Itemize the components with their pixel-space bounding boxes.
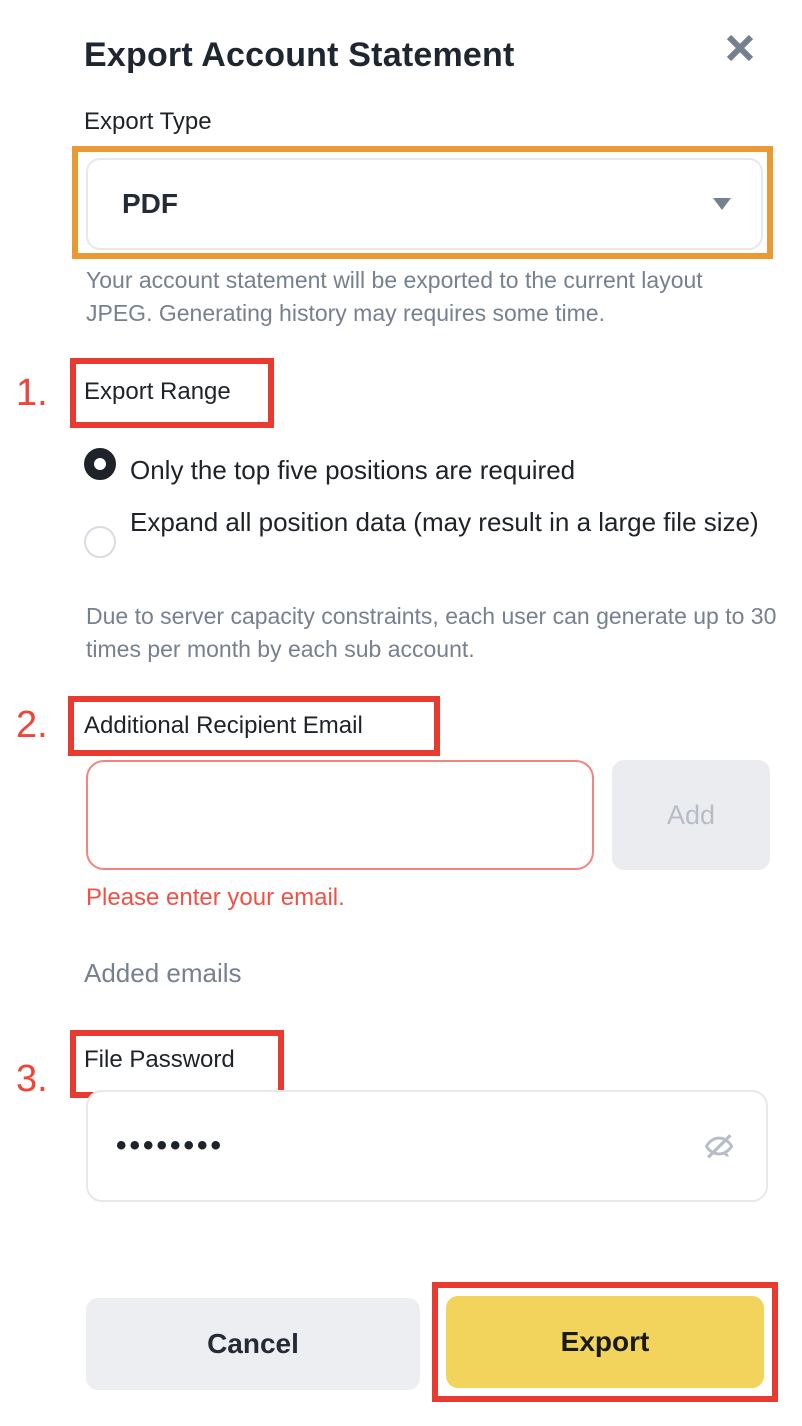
password-masked-value: ••••••••	[116, 1129, 225, 1162]
email-input[interactable]	[86, 760, 594, 870]
email-label: Additional Recipient Email	[84, 712, 363, 739]
cancel-button-label: Cancel	[207, 1328, 299, 1359]
add-email-button[interactable]	[612, 760, 770, 870]
password-label: File Password	[84, 1046, 235, 1073]
annotation-step-2: 2.	[16, 704, 48, 746]
export-type-label: Export Type	[84, 108, 212, 135]
radio-expand-all-positions-label[interactable]: Expand all position data (may result in a large file size)	[130, 507, 759, 537]
close-icon[interactable]	[720, 28, 760, 68]
dialog-title: Export Account Statement	[84, 36, 515, 74]
chevron-down-icon	[713, 198, 731, 210]
export-type-helper: Your account statement will be exported to the current layout JPEG. Generating history may requires some time.	[86, 267, 703, 326]
email-error-text: Please enter your email.	[86, 884, 345, 911]
radio-expand-all-positions[interactable]	[84, 526, 116, 558]
export-type-select[interactable]	[86, 158, 763, 250]
annotation-step-1: 1.	[16, 372, 48, 414]
cancel-button[interactable]	[86, 1298, 420, 1390]
eye-off-icon[interactable]	[700, 1127, 738, 1165]
export-type-value: PDF	[122, 188, 178, 219]
radio-top-five-positions-label[interactable]: Only the top five positions are required	[130, 455, 576, 485]
radio-top-five-positions[interactable]	[84, 448, 116, 480]
annotation-step-3: 3.	[16, 1058, 48, 1100]
export-button-label: Export	[560, 1326, 650, 1357]
password-input[interactable]	[86, 1090, 768, 1202]
export-button[interactable]	[446, 1296, 764, 1388]
added-emails-label: Added emails	[84, 958, 242, 988]
export-range-helper: Due to server capacity constraints, each user can generate up to 30 times per month by each sub account.	[86, 603, 777, 662]
export-range-label: Export Range	[84, 378, 231, 405]
add-email-button-label: Add	[666, 799, 716, 830]
